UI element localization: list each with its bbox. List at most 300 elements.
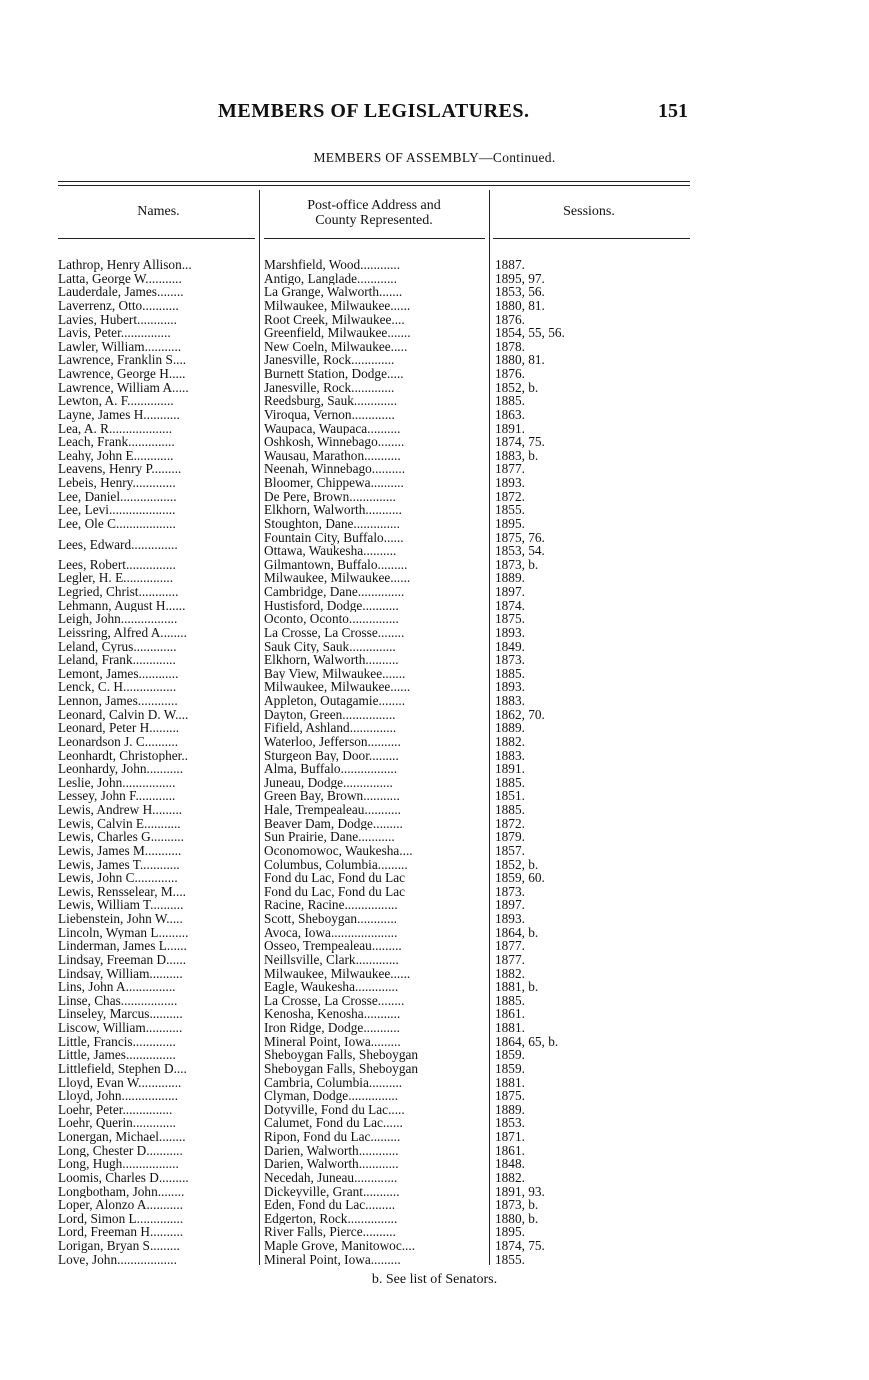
member-name: Lennon, James............: [58, 694, 178, 708]
member-name: Lauderdale, James........: [58, 285, 184, 299]
member-sessions: 1881.: [495, 1075, 525, 1090]
member-sessions: 1891.: [495, 421, 525, 436]
member-name: Lees, Robert...............: [58, 557, 176, 572]
member-sessions: 1857.: [495, 843, 525, 858]
member-sessions: 1889.: [495, 1102, 525, 1117]
member-name: Lees, Edward..............: [58, 537, 178, 552]
table-row: [0, 762, 869, 776]
table-row: [0, 449, 869, 463]
member-name: Lewis, James T............: [58, 857, 180, 872]
member-sessions: 1852, b.: [495, 380, 539, 395]
table-row: [0, 830, 869, 844]
table-row: [0, 1253, 869, 1267]
member-address: Hale, Trempealeau...........: [264, 803, 402, 817]
table-row: [0, 1007, 869, 1021]
member-address: Necedah, Juneau.............: [264, 1170, 398, 1185]
member-address: Neenah, Winnebago..........: [264, 462, 406, 476]
member-name: Lord, Freeman H..........: [58, 1225, 184, 1239]
table-row: [0, 708, 869, 722]
table-row: [0, 394, 869, 408]
member-address: Cambridge, Dane..............: [264, 585, 405, 599]
member-address: Milwaukee, Milwaukee......: [264, 966, 411, 981]
table-row: [0, 422, 869, 436]
member-address: Antigo, Langlade............: [264, 271, 397, 286]
member-address: Burnett Station, Dodge.....: [264, 367, 404, 381]
page-header: [0, 100, 869, 130]
member-name: Lawler, William...........: [58, 339, 182, 354]
table-row: [0, 967, 869, 981]
member-name: Lemont, James............: [58, 666, 179, 681]
table-row: [0, 1103, 869, 1117]
member-sessions: 1885.: [495, 993, 525, 1008]
member-name: Lawrence, William A.....: [58, 380, 189, 395]
member-name: Little, Francis.............: [58, 1034, 176, 1049]
member-address: Green Bay, Brown...........: [264, 789, 400, 803]
member-address: Hustisford, Dodge...........: [264, 598, 399, 613]
member-name: Lewis, John C.............: [58, 871, 178, 885]
member-address: Edgerton, Rock...............: [264, 1211, 398, 1226]
member-address: Neillsville, Clark.............: [264, 952, 399, 967]
member-address: Bloomer, Chippewa..........: [264, 476, 404, 490]
member-address: Oconomowoc, Waukesha....: [264, 843, 413, 858]
table-row: [0, 994, 869, 1008]
member-address: Kenosha, Kenosha...........: [264, 1007, 401, 1021]
member-sessions: 1875.: [495, 612, 525, 626]
member-sessions: 1878.: [495, 339, 525, 354]
member-name: Lewton, A. F..............: [58, 394, 174, 408]
table-row: [0, 1048, 869, 1062]
table-row: [0, 653, 869, 667]
member-sessions: 1893.: [495, 680, 525, 694]
member-name: Leach, Frank..............: [58, 435, 175, 449]
member-name: Lavis, Peter...............: [58, 326, 171, 340]
table-row: [0, 1171, 869, 1185]
member-name: Lindsay, Freeman D......: [58, 952, 187, 967]
table-row: [0, 626, 869, 640]
member-sessions: 1875.: [495, 1089, 525, 1103]
member-sessions: 1883, b.: [495, 448, 539, 463]
member-address: Dayton, Green................: [264, 707, 396, 722]
member-sessions: 1875, 76. 1853, 54.: [495, 530, 545, 558]
page-number: 151: [658, 100, 688, 122]
member-table: [0, 258, 869, 1266]
member-name: Loehr, Querin.............: [58, 1116, 177, 1130]
member-name: Lewis, Charles G..........: [58, 830, 184, 844]
member-name: Long, Hugh.................: [58, 1157, 179, 1171]
member-address: Fond du Lac, Fond du Lac: [264, 871, 406, 885]
member-name: Lloyd, Evan W.............: [58, 1075, 182, 1090]
table-row: [0, 490, 869, 504]
member-address: Greenfield, Milwaukee.......: [264, 326, 411, 340]
member-name: Lehmann, August H......: [58, 598, 186, 613]
table-row: [0, 980, 869, 994]
member-sessions: 1859.: [495, 1061, 525, 1076]
member-address: Juneau, Dodge...............: [264, 775, 393, 790]
member-sessions: 1853, 56.: [495, 285, 545, 299]
member-address: Osseo, Trempealeau.........: [264, 939, 402, 953]
member-sessions: 1855.: [495, 1252, 525, 1267]
member-address: Waterloo, Jefferson..........: [264, 734, 401, 749]
member-address: Alma, Buffalo.................: [264, 762, 398, 776]
member-name: Lewis, James M...........: [58, 843, 182, 858]
table-row: [0, 462, 869, 476]
member-sessions: 1853.: [495, 1116, 525, 1130]
member-name: Loper, Alonzo A...........: [58, 1198, 184, 1212]
member-address: Scott, Sheboygan............: [264, 912, 397, 926]
column-header-address-line2: County Represented.: [315, 213, 433, 228]
member-name: Lea, A. R...................: [58, 421, 173, 436]
member-sessions: 1885.: [495, 775, 525, 790]
table-row: [0, 353, 869, 367]
member-sessions: 1880, 81.: [495, 298, 545, 313]
table-row: [0, 871, 869, 885]
member-sessions: 1882.: [495, 734, 525, 749]
member-name: Lee, Ole C..................: [58, 516, 176, 531]
member-sessions: 1874, 75.: [495, 435, 545, 449]
column-header-address: [259, 198, 489, 228]
column-header-sessions: Sessions.: [563, 204, 615, 219]
table-row: [0, 735, 869, 749]
table-row: [0, 1144, 869, 1158]
member-address: Sauk City, Sauk..............: [264, 639, 396, 654]
member-name: Lorigan, Bryan S.........: [58, 1239, 180, 1253]
member-name: Legried, Christ............: [58, 585, 179, 599]
member-name: Lavies, Hubert............: [58, 312, 177, 327]
member-sessions: 1872.: [495, 489, 525, 504]
member-sessions: 1897.: [495, 898, 525, 912]
table-row: [0, 1239, 869, 1253]
member-address: Oconto, Oconto...............: [264, 612, 399, 626]
table-row: [0, 571, 869, 585]
member-name: Leonardson J. C..........: [58, 734, 179, 749]
member-address: La Crosse, La Crosse........: [264, 993, 405, 1008]
member-sessions: 1876.: [495, 367, 525, 381]
member-name: Laverrenz, Otto...........: [58, 298, 179, 313]
table-row: [0, 898, 869, 912]
top-rule-double: [58, 185, 690, 186]
table-row: [0, 1076, 869, 1090]
member-name: Liscow, William...........: [58, 1021, 183, 1035]
member-name: Leigh, John.................: [58, 612, 178, 626]
column-header-address-line1: Post-office Address and: [307, 198, 441, 213]
member-name: Leavens, Henry P.........: [58, 462, 182, 476]
member-sessions: 1885.: [495, 394, 525, 408]
member-sessions: 1862, 70.: [495, 707, 545, 722]
table-row: [0, 313, 869, 327]
member-name: Lenck, C. H................: [58, 680, 177, 694]
member-address: Clyman, Dodge...............: [264, 1089, 399, 1103]
member-name: Leland, Cyrus.............: [58, 639, 177, 654]
table-row: [0, 776, 869, 790]
member-address: Milwaukee, Milwaukee......: [264, 571, 411, 585]
member-name: Lebeis, Henry.............: [58, 476, 176, 490]
member-address: Viroqua, Vernon.............: [264, 407, 395, 422]
member-name: Leonhardy, John...........: [58, 762, 184, 776]
member-address: Janesville, Rock.............: [264, 380, 395, 395]
member-address: Iron Ridge, Dodge...........: [264, 1021, 400, 1035]
table-row: [0, 612, 869, 626]
column-header-names: Names.: [137, 204, 180, 219]
member-address: La Crosse, La Crosse........: [264, 625, 405, 640]
header-rule: [493, 238, 690, 239]
member-address: Elkhorn, Walworth..........: [264, 653, 399, 667]
member-name: Lins, John A...............: [58, 980, 176, 994]
member-name: Leissring, Alfred A........: [58, 625, 187, 640]
member-sessions: 1873.: [495, 884, 525, 899]
member-address: Maple Grove, Manitowoc....: [264, 1239, 416, 1253]
table-row: [0, 789, 869, 803]
member-name: Loehr, Peter...............: [58, 1102, 173, 1117]
member-name: Lincoln, Wyman L.........: [58, 925, 189, 940]
member-sessions: 1864, b.: [495, 925, 539, 940]
member-name: Lawrence, George H.....: [58, 367, 186, 381]
member-sessions: 1885.: [495, 803, 525, 817]
member-address: New Coeln, Milwaukee.....: [264, 339, 408, 354]
section-subtitle: MEMBERS OF ASSEMBLY—Continued.: [313, 150, 556, 165]
member-sessions: 1885.: [495, 666, 525, 681]
member-address: Bay View, Milwaukee.......: [264, 666, 406, 681]
member-sessions: 1874.: [495, 598, 525, 613]
member-address: Janesville, Rock.............: [264, 353, 395, 367]
table-row: [0, 817, 869, 831]
member-address: Calumet, Fond du Lac......: [264, 1116, 403, 1130]
member-name: Lindsay, William..........: [58, 966, 183, 981]
member-name: Lee, Levi....................: [58, 503, 176, 517]
member-address: Darien, Walworth............: [264, 1157, 399, 1171]
member-name: Legler, H. E...............: [58, 571, 174, 585]
member-address: De Pere, Brown..............: [264, 489, 396, 504]
member-name: Littlefield, Stephen D....: [58, 1061, 187, 1076]
member-sessions: 1889.: [495, 571, 525, 585]
table-row: [0, 844, 869, 858]
member-name: Lawrence, Franklin S....: [58, 353, 187, 367]
table-row: [0, 885, 869, 899]
table-row: [0, 912, 869, 926]
member-address: Milwaukee, Milwaukee......: [264, 680, 411, 694]
member-sessions: 1848.: [495, 1157, 525, 1171]
table-row: [0, 558, 869, 572]
member-sessions: 1876.: [495, 312, 525, 327]
member-sessions: 1877.: [495, 952, 525, 967]
member-address: Gilmantown, Buffalo.........: [264, 557, 408, 572]
member-address: Root Creek, Milwaukee....: [264, 312, 405, 327]
table-row: [0, 585, 869, 599]
table-row: [0, 599, 869, 613]
member-address: Racine, Racine................: [264, 898, 398, 912]
member-name: Lord, Simon L..............: [58, 1211, 184, 1226]
table-row: [0, 1157, 869, 1171]
member-name: Lewis, Calvin E...........: [58, 816, 181, 831]
member-sessions: 1881.: [495, 1021, 525, 1035]
member-name: Linseley, Marcus..........: [58, 1007, 183, 1021]
member-sessions: 1877.: [495, 462, 525, 476]
member-sessions: 1895.: [495, 1225, 525, 1239]
table-row: [0, 531, 869, 558]
member-name: Layne, James H...........: [58, 407, 180, 422]
member-sessions: 1861.: [495, 1143, 525, 1158]
member-address: Sun Prairie, Dane...........: [264, 830, 395, 844]
member-name: Liebenstein, John W.....: [58, 912, 183, 926]
member-sessions: 1891, 93.: [495, 1184, 545, 1199]
member-sessions: 1880, 81.: [495, 353, 545, 367]
table-row: [0, 953, 869, 967]
table-row: [0, 1225, 869, 1239]
member-sessions: 1861.: [495, 1007, 525, 1021]
member-sessions: 1849.: [495, 639, 525, 654]
table-row: [0, 640, 869, 654]
table-row: [0, 680, 869, 694]
member-sessions: 1874, 75.: [495, 1239, 545, 1253]
member-sessions: 1859.: [495, 1048, 525, 1062]
top-rule: [58, 181, 690, 182]
member-address: Mineral Point, Iowa.........: [264, 1034, 401, 1049]
member-address: Stoughton, Dane..............: [264, 516, 400, 531]
member-address: Darien, Walworth............: [264, 1143, 399, 1158]
member-sessions: 1889.: [495, 721, 525, 735]
table-row: [0, 926, 869, 940]
member-sessions: 1877.: [495, 939, 525, 953]
member-sessions: 1872.: [495, 816, 525, 831]
member-name: Linse, Chas.................: [58, 993, 178, 1008]
member-address: Sheboygan Falls, Sheboygan: [264, 1048, 419, 1062]
table-row: [0, 694, 869, 708]
member-name: Lewis, William T..........: [58, 898, 184, 912]
member-sessions: 1883.: [495, 748, 525, 763]
member-sessions: 1891.: [495, 762, 525, 776]
member-address: Eden, Fond du Lac.........: [264, 1198, 396, 1212]
member-sessions: 1851.: [495, 789, 525, 803]
running-title: MEMBERS OF LEGISLATURES.: [218, 100, 530, 122]
member-address: Marshfield, Wood............: [264, 258, 401, 272]
table-row: [0, 326, 869, 340]
table-row: [0, 721, 869, 735]
member-name: Leonhardt, Christopher..: [58, 748, 188, 763]
table-row: [0, 381, 869, 395]
table-row: [0, 285, 869, 299]
member-name: Leahy, John E............: [58, 448, 174, 463]
table-row: [0, 667, 869, 681]
member-address: Ripon, Fond du Lac.........: [264, 1130, 401, 1144]
member-name: Lessey, John F............: [58, 789, 176, 803]
member-name: Little, James...............: [58, 1048, 176, 1062]
member-sessions: 1863.: [495, 407, 525, 422]
member-sessions: 1864, 65, b.: [495, 1034, 559, 1049]
table-row: [0, 749, 869, 763]
table-row: [0, 1035, 869, 1049]
member-address: Fifield, Ashland..............: [264, 721, 397, 735]
table-row: [0, 503, 869, 517]
member-address: Sturgeon Bay, Door.........: [264, 748, 399, 763]
member-address: Fountain City, Buffalo...... Ottawa, Waukesha..........: [264, 530, 404, 558]
member-sessions: 1893.: [495, 625, 525, 640]
member-address: Oshkosh, Winnebago........: [264, 435, 405, 449]
table-row: [0, 299, 869, 313]
table-row: [0, 1130, 869, 1144]
member-address: Dickeyville, Grant...........: [264, 1184, 400, 1199]
member-address: Mineral Point, Iowa.........: [264, 1252, 401, 1267]
member-address: Eagle, Waukesha.............: [264, 980, 399, 994]
table-row: [0, 858, 869, 872]
member-name: Loomis, Charles D.........: [58, 1170, 189, 1185]
member-sessions: 1882.: [495, 966, 525, 981]
member-sessions: 1880, b.: [495, 1211, 539, 1226]
table-row: [0, 272, 869, 286]
table-row: [0, 517, 869, 531]
table-row: [0, 1185, 869, 1199]
member-sessions: 1871.: [495, 1130, 525, 1144]
table-row: [0, 1021, 869, 1035]
member-name: Longbotham, John........: [58, 1184, 185, 1199]
member-name: Lewis, Andrew H.........: [58, 803, 183, 817]
member-address: Dotyville, Fond du Lac.....: [264, 1102, 405, 1117]
table-row: [0, 408, 869, 422]
member-address: Waupaca, Waupaca..........: [264, 421, 401, 436]
member-name: Lloyd, John.................: [58, 1089, 179, 1103]
table-row: [0, 939, 869, 953]
member-name: Leonard, Peter H.........: [58, 721, 180, 735]
member-sessions: 1897.: [495, 585, 525, 599]
member-name: Leland, Frank.............: [58, 653, 176, 667]
member-address: River Falls, Pierce..........: [264, 1225, 396, 1239]
member-sessions: 1879.: [495, 830, 525, 844]
table-row: [0, 1116, 869, 1130]
member-address: Avoca, Iowa....................: [264, 925, 398, 940]
table-row: [0, 258, 869, 272]
member-name: Leslie, John................: [58, 775, 176, 790]
member-address: Sheboygan Falls, Sheboygan: [264, 1061, 419, 1076]
member-name: Leonard, Calvin D. W....: [58, 707, 189, 722]
member-name: Latta, George W...........: [58, 271, 182, 286]
table-row: [0, 476, 869, 490]
member-name: Lee, Daniel.................: [58, 489, 177, 504]
table-row: [0, 1089, 869, 1103]
member-sessions: 1893.: [495, 912, 525, 926]
member-address: Appleton, Outagamie........: [264, 694, 406, 708]
member-sessions: 1883.: [495, 694, 525, 708]
member-address: Fond du Lac, Fond du Lac: [264, 884, 406, 899]
member-address: La Grange, Walworth.......: [264, 285, 403, 299]
member-sessions: 1855.: [495, 503, 525, 517]
member-address: Reedsburg, Sauk.............: [264, 394, 398, 408]
table-row: [0, 1062, 869, 1076]
member-name: Lewis, Rensselear, M....: [58, 884, 186, 899]
member-address: Columbus, Columbia.........: [264, 857, 408, 872]
table-row: [0, 1198, 869, 1212]
member-address: Milwaukee, Milwaukee......: [264, 298, 411, 313]
table-row: [0, 367, 869, 381]
member-sessions: 1852, b.: [495, 857, 539, 872]
member-name: Lonergan, Michael........: [58, 1130, 186, 1144]
member-sessions: 1895, 97.: [495, 271, 545, 286]
member-sessions: 1859, 60.: [495, 871, 545, 885]
member-name: Lathrop, Henry Allison...: [58, 258, 192, 272]
member-sessions: 1873, b.: [495, 1198, 539, 1212]
table-row: [0, 435, 869, 449]
member-address: Cambria, Columbia..........: [264, 1075, 403, 1090]
member-sessions: 1873, b.: [495, 557, 539, 572]
member-address: Beaver Dam, Dodge.........: [264, 816, 403, 831]
member-name: Love, John..................: [58, 1252, 177, 1267]
table-row: [0, 340, 869, 354]
member-sessions: 1881, b.: [495, 980, 539, 994]
header-rule: [58, 238, 255, 239]
member-sessions: 1887.: [495, 258, 525, 272]
header-rule: [264, 238, 485, 239]
member-sessions: 1893.: [495, 476, 525, 490]
member-address: Elkhorn, Walworth...........: [264, 503, 402, 517]
member-sessions: 1873.: [495, 653, 525, 667]
member-address: Wausau, Marathon...........: [264, 448, 401, 463]
